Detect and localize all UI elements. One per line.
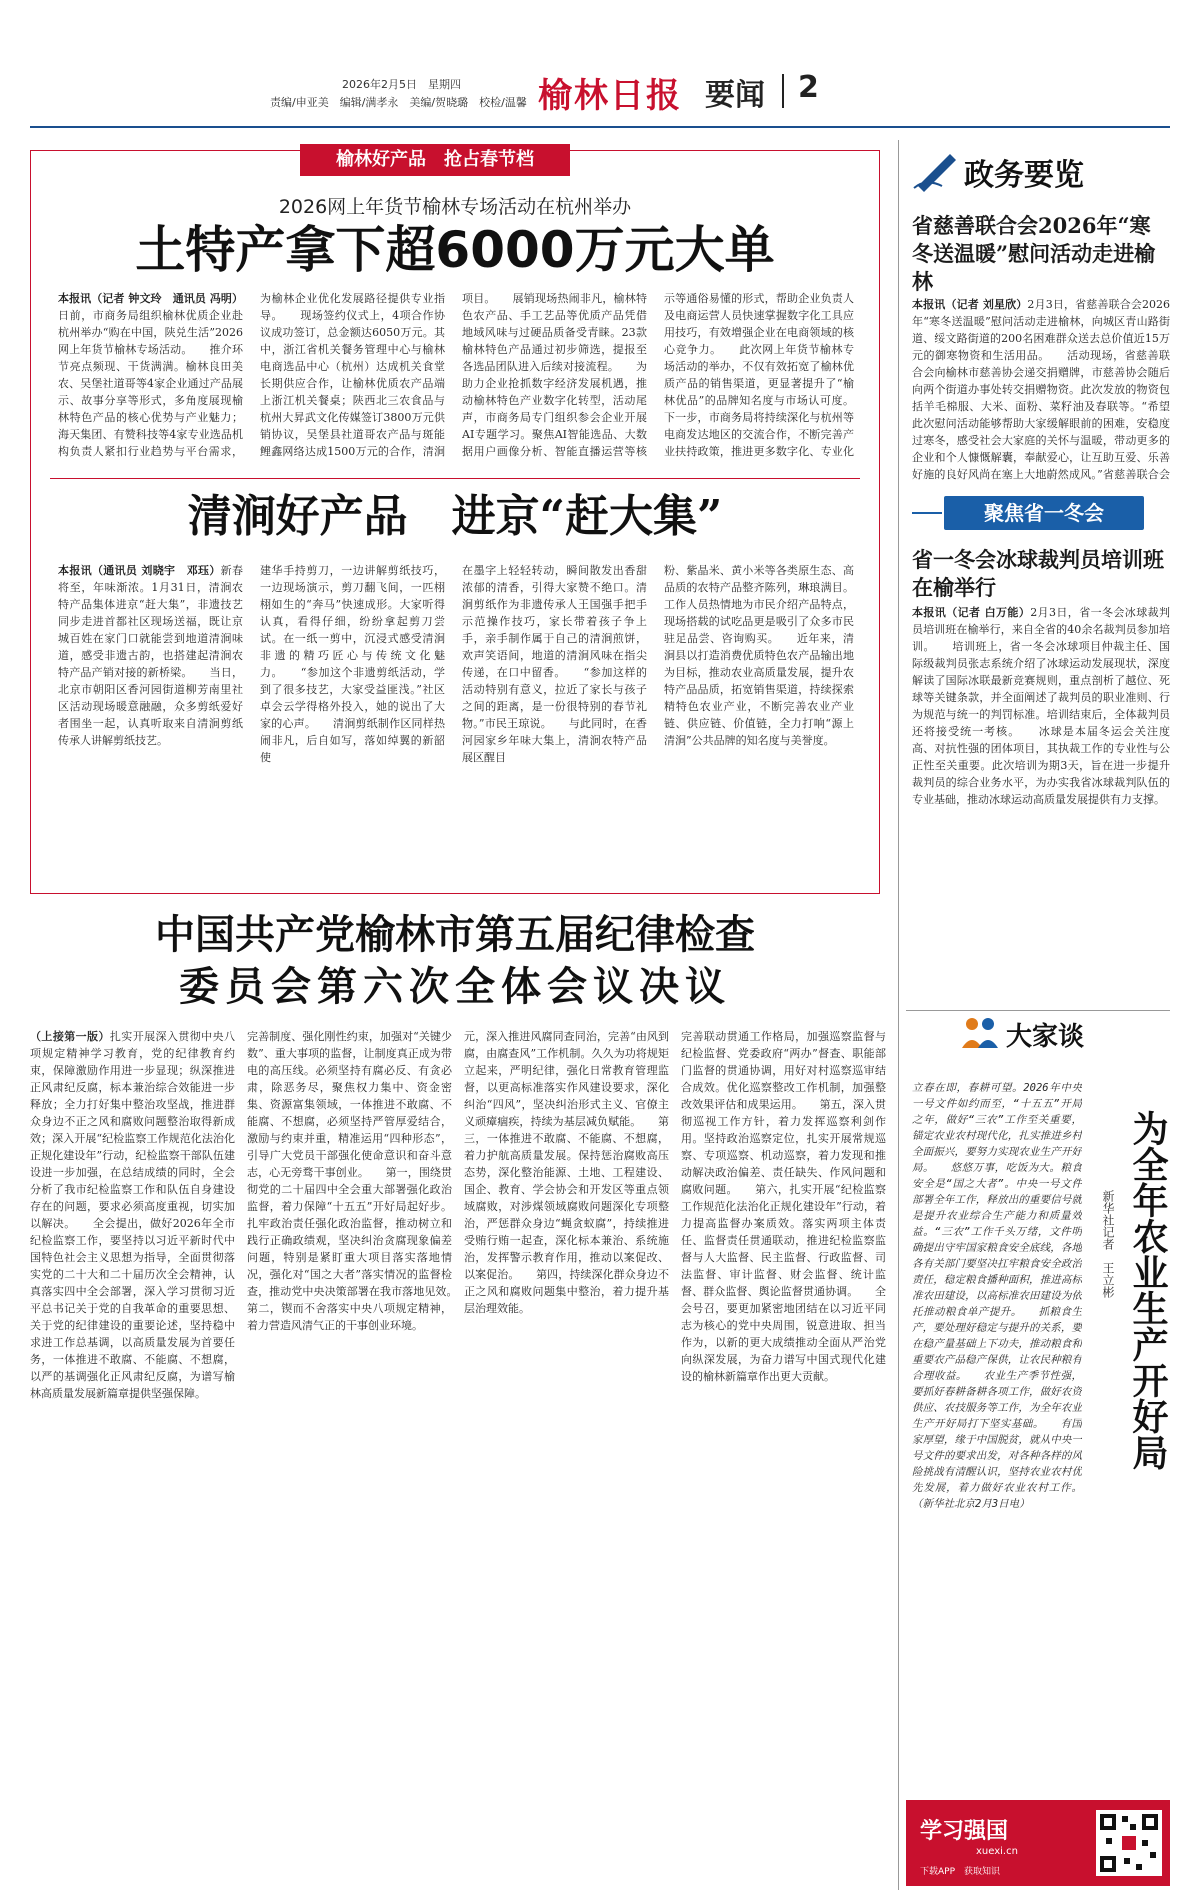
third-text-1: 扎实开展深入贯彻中央八项规定精神学习教育，党的纪律教育约束，保障激励作用进一步显现；纵深推进正风肃纪反腐，标本兼治综合效能进一步释放；全力打好集中整治攻坚战，推进群众身边不正之风和腐败问题整治取得新成效；深入开展“纪检监察工作规范化法治化正规化建设年”行动，纪检监察干部队伍建设进一步加强，在总结成绩的同时，全会分析了我市纪检监察工作和队伍自身建设存在的问题，要求必须高度重视，切实加以解决。 全会提出，做好2026年全市纪检监察工作，要坚持以习近平新时代中国特色社会主义思想为指导，全面贯彻落实党的二十大和二十届历次全会精神，认真落实四中全会部署，深入学习贯彻习近平总书记关于党的自我革命的重要思想、关于党的纪律建设的重要论述，坚持稳中求进工作总基调，以高质量发展为首要任务，一体推进不敢腐、不能腐、不想腐，以严的基调强化正风肃纪反腐，为谱写榆林高质量发展新篇章提供坚强保障。	[30, 1030, 235, 1400]
opinion-body	[912, 1080, 1082, 1860]
lead-text-2: 为榆林企业优化发展路径提供专业指导。 现场签约仪式上，4项合作协议成功签订，总金额达6050万元。其中，浙江省机关餐务管理中心与榆林电商选品中心（杭州）达成机关食堂长期供应合作，让榆林优质农产品端上浙江机关餐桌；陕西北三农食品与杭州大昇武文化传媒签订3800万元供销协议，吴堡县社道哥农产品与斑能鲤鑫网络达成1500万元的合作，清涧	[260, 292, 445, 458]
third-lead-in: （上接第一版）	[30, 1030, 110, 1043]
winter-headline: 省一冬会冰球裁判员培训班在榆举行	[912, 547, 1164, 600]
third-headline-line2: 委员会第六次全体会议决议	[179, 963, 731, 1010]
page-number: 2	[798, 70, 819, 105]
lead-column-4	[664, 290, 854, 462]
pen-icon	[912, 148, 960, 192]
opinion-label: 大家谈	[1006, 1022, 1085, 1052]
second-headline: 清涧好产品 进京“赶大集”	[187, 491, 723, 542]
xuexi-promo[interactable]	[906, 1800, 1170, 1886]
third-column-2	[247, 1028, 452, 1888]
lead-text-4: 示等通俗易懂的形式，帮助企业负责人及电商运营人员快速掌握数字化工具应用技巧，有效增强企业在电商领域的核心竞争力。 此次网上年货节榆林专场活动的举办，不仅有效拓宽了榆林优质产品的销售渠道，更显著提升了“榆林优品”的品牌知名度与市场认可度。下一步，市商务局将持续深化与杭州等电商发达地区的交流合作，不断完善产业扶持政策，推进更多数字化、专业化	[664, 292, 854, 458]
lead-byline: 本报讯	[58, 292, 92, 305]
second-column-2	[260, 562, 445, 882]
section-name: 要闻	[705, 78, 765, 113]
opinion-title: 为全年农业生产开好局	[1127, 1110, 1169, 1470]
politics-body	[912, 296, 1170, 484]
winter-text: 2月3日，省一冬会冰球裁判员培训班在榆举行，来自全省的40余名裁判员参加培训。 培训班上，省一冬会冰球项目仲裁主任、国际级裁判员张志系统介绍了冰球运动发展现状，深度解读了国际冰联最新竞赛规则，重点剖析了越位、死球等关键条款，并全面阐述了裁判员的职业准则、行为规范与统一的判罚标准。培训结束后，全体裁判员还将接受统一考核。 冰球是本届冬运会关注度高、对抗性强的团体项目，其执裁工作的专业性与公正性至关重要。此次培训为期3天，旨在进一步提升裁判员的综合业务水平，为办实我省冰球裁判队伍的专业基础，推动冰球运动高质量发展提供有力支撑。	[912, 606, 1170, 806]
masthead-divider	[782, 74, 784, 108]
second-column-3	[462, 562, 647, 882]
politics-label: 政务要览	[964, 158, 1084, 193]
lead-banner: 榆林好产品 抢占春节档	[300, 144, 570, 176]
second-text-3: 在墨字上轻轻转动，瞬间散发出香甜浓郁的清香，引得大家赞不绝口。清涧剪纸作为非遗传承人王国强手把手示范操作技巧，家长带着孩子争上手，亲手制作属于自己的清涧煎饼，欢声笑语间，地道的清涧风味在指尖传递，在口中留香。 “参加这样的活动特别有意义，拉近了家长与孩子之间的距离，是一份很特别的春节礼物。”市民王琼说。 与此同时，在香河园家乡年味大集上，清涧农特产品展区醒目	[462, 564, 647, 764]
sidebar-divider	[898, 140, 899, 1890]
second-byline-detail: （通讯员 刘晓宇 邓珏）	[91, 564, 221, 577]
winter-label-rule	[912, 512, 942, 514]
promo-brand: 学习强国	[920, 1818, 1009, 1844]
second-byline: 本报讯	[58, 564, 92, 577]
politics-headline: 省慈善联合会2026年“寒冬送温暖”慰问活动走进榆林	[912, 213, 1156, 294]
second-column-4	[664, 562, 854, 882]
politics-byline: 本报讯	[912, 298, 946, 311]
winter-byline-detail: （记者 白万能）	[946, 606, 1031, 619]
second-text-2: 建华手持剪刀，一边讲解剪纸技巧，一边现场演示，剪刀翻飞间，一匹栩栩如生的“奔马”快速成形。大家听得认真，看得仔细，纷纷拿起剪刀尝试。在一纸一剪中，沉浸式感受清涧非遗的精巧匠心与传统文化魅力。 “参加这个非遗剪纸活动，学到了很多技艺，大家受益匪浅。”社区卓会云学得格外投入，她的说出了大家的心声。 清涧剪纸制作区同样热闹非凡，后自如写，落如绰翼的新韶使	[260, 564, 445, 764]
politics-section-header	[912, 146, 1170, 196]
lead-column-1	[58, 290, 243, 462]
promo-site: xuexi.cn	[976, 1846, 1018, 1857]
opinion-header	[960, 1012, 1140, 1052]
third-text-3: 元，深入推进风腐同查同治，完善“由风到腐，由腐查风”工作机制。久久为功将规矩立起来，严明纪律，强化日常教育管理监督，以更高标准落实作风建设要求，深化纠治“四风”，坚决纠治形式主义、官僚主义顽瘴痼疾，持续为基层减负赋能。 第三，一体推进不敢腐、不能腐、不想腐，着力护航高质量发展。保持惩治腐败高压态势，深化整治能源、土地、工程建设、国企、教育、学会协会和开发区等重点领域腐败，对涉煤领域腐败问题深化专项整治，严惩群众身边“蝇贪蚁腐”，持续推进受贿行贿一起查，深化标本兼治、系统施治，发挥警示教育作用，推动以案促改、以案促治。 第四，持续深化群众身边不正之风和腐败问题集中整治，着力提升基层治理效能。	[464, 1030, 669, 1315]
masthead-rule	[30, 126, 1170, 128]
lead-text-1: 日前，市商务局组织榆林优质企业赴杭州举办“购在中国，陕兑生活”2026网上年货节榆林专场活动。 推介环节亮点频现、干货满满。榆林良田美农、吴堡社道哥等4家企业通过产品展示、故事分享等形式，多角度展现榆林特色产品的核心优势与产业魅力；海天集团、有赞科技等4家专业选品机构负责人紧扣行业趋势与平台需求，	[58, 309, 243, 458]
qr-code-icon	[1096, 1810, 1162, 1876]
second-column-1	[58, 562, 243, 882]
promo-caption: 下载APP 获取知识	[920, 1867, 1001, 1877]
lead-column-3	[462, 290, 647, 462]
winter-byline: 本报讯	[912, 606, 947, 619]
third-headline-line1: 中国共产党榆林市第五届纪律检查	[155, 911, 755, 958]
lead-text-3: 项目。 展销现场热闹非凡，榆林特色农产品、手工艺品等优质产品凭借地域风味与过硬品质备受青睐。23款榆林特色产品通过初步筛选，提报至各选品团队进入后续对接流程。 为助力企业抢抓数字经济发展机遇，推动榆林特色产业数字化转型，活动尾声，市商务局专门组织参会企业开展AI专题学习。聚焦AI智能选品、大数据用户画像分析、智能直播运营等核	[462, 292, 647, 458]
third-text-4: 完善联动贯通工作格局，加强巡察监督与纪检监督、党委政府“两办”督查、职能部门监督的贯通协调，用好对村巡察巡审结合成效。优化巡察整改工作机制，加强整改效果评估和成果运用。 第五，深入贯彻巡视工作方针，着力发挥巡察利剑作用。坚持政治巡察定位，扎实开展常规巡察、专项巡察、机动巡察，着力发现和推动解决政治偏差、责任缺失、作风问题和腐败问题。 第六，扎实开展“纪检监察工作规范化法治化正规化建设年”行动，着力提高监督办案质效。落实两项主体责任、监督责任贯通联动，推进纪检监察监督与人大监督、民主监督、行政监督、司法监督、审计监督、财会监督、统计监督、群众监督、舆论监督贯通协调。 全会号召，要更加紧密地团结在以习近平同志为核心的党中央周围，锐意进取、担当作为，以新的更大成绩推动全面从严治党向纵深发展，为奋力谱写中国式现代化建设的榆林新篇章作出更大贡献。	[681, 1030, 886, 1383]
people-icon	[960, 1014, 1000, 1050]
lead-column-2	[260, 290, 445, 462]
winter-label: 聚焦省一冬会	[944, 496, 1144, 530]
story-divider	[50, 478, 860, 479]
masthead-date: 2026年2月5日 星期四	[342, 78, 461, 91]
winter-body	[912, 604, 1170, 894]
second-text-1: 新春将至，年味渐浓。1月31日，清涧农特产品集体进京“赶大集”，非遗技艺同步走进首都社区现场送福，既让京城百姓在家门口就能尝到地道清涧味道，感受非遗古韵，也搭建起清涧农特产品产销对接的新桥梁。 当日，北京市朝阳区香河园街道柳芳南里社区活动现场暖意融融，众多剪纸爱好者围坐一起，认真听取来自清涧剪纸传承人讲解剪纸技艺。	[58, 564, 243, 747]
opinion-text: 立春在即，春耕可望。2026年中央一号文件如约而至，“十五五”开局之年，做好“三农”工作至关重要，锚定农业农村现代化，扎实推进乡村全面振兴，要努力实现农业生产开好局。 悠悠万事，吃饭为大。粮食安全是“国之大者”。中央一号文件部署全年工作，释放出的重要信号就是提升农业综合生产能力和质量效益。“三农”工作千头万绪，文件明确提出守牢国家粮食安全底线，各地各有关部门要坚决扛牢粮食安全政治责任，稳定粮食播种面积，推进高标准农田建设，以高标准农田建设为依托推动粮食单产提升。 抓粮食生产，要处理好稳定与提升的关系，要在稳产量基础上下功夫，推动粮食和重要农产品稳产保供，让农民种粮有合理收益。 农业生产季节性强，要抓好春耕备耕各项工作，做好农资供应、农技服务等工作，为全年农业生产开好局打下坚实基础。 有国家厚望，缘于中国脱贫，就从中央一号文件的要求出发，对各种各样的风险挑战有清醒认识，坚持农业农村优先发展，着力做好农业农村工作。（新华社北京2月3日电）	[912, 1082, 1082, 1510]
politics-text: 2月3日，省慈善联合会2026年“寒冬送温暖”慰问活动走进榆林，向城区青山路街道、绥文路街道的200名困难群众送去总价值近15万元的御寒物资和生活用品。 活动现场，省慈善联合会向榆林市慈善协会递交捐赠牌，市慈善协会随后向两个街道办事处转交捐赠物资。此次发放的物资包括羊毛棉服、大米、面粉、菜籽油及春联等。“希望此次慰问活动能够帮助大家缓解眼前的困难，安稳度过寒冬，感受社会大家庭的关怀与温暖，带动更多的企业和个人慷慨解囊，奉献爱心，让互助互爱、乐善好施的良好风尚在塞上大地蔚然成风。”省慈善联合会	[912, 298, 1170, 481]
lead-headline: 土特产拿下超6000万元大单	[135, 221, 775, 279]
lead-byline-detail: （记者 钟文玲 通讯员 冯明）	[91, 292, 243, 305]
third-column-4	[681, 1028, 886, 1888]
lead-kicker: 2026网上年货节榆林专场活动在杭州举办	[278, 196, 632, 218]
third-column-1	[30, 1028, 235, 1888]
third-text-2: 完善制度、强化刚性约束，加强对“关键少数”、重大事项的监督，让制度真正成为带电的高压线。必须坚持有腐必反、有贪必肃，除恶务尽，聚焦权力集中、资金密集、资源富集领域，一体推进不敢腐、不能腐、不想腐，必须坚持严管厚爱结合，激励与约束并重，精准运用“四种形态”，引导广大党员干部强化使命意识和奋斗意志，心无旁骛干事创业。 第一，围绕贯彻党的二十届四中全会重大部署强化政治监督，着力保障“十五五”开好局起好步。扎牢政治责任强化政治监督，推动树立和践行正确政绩观，坚决纠治贪腐现象偏差问题，特别是紧盯重大项目落实落地情况，强化对“国之大者”落实情况的监督检查，推动党中央决策部署在我市落地见效。 第二，锲而不舍落实中央八项规定精神，着力营造风清气正的干事创业环境。	[247, 1030, 452, 1332]
second-text-4: 粉、紫晶米、黄小米等各类原生态、高品质的农特产品整齐陈列，琳琅满目。工作人员热情地为市民介绍产品特点，现场搭载的试吃品更是吸引了众多市民驻足品尝、咨询购买。 近年来，清涧县以打造消费优质特色农产品输出地为目标，推动农业高质量发展，提升农特产品品质，拓宽销售渠道，持续探索精特色农业产业，不断完善农业产业链、供应链、价值链，全力打响“源上清涧”公共品牌的知名度与美誉度。	[664, 564, 854, 747]
politics-byline-detail: （记者 刘星欣）	[945, 298, 1028, 311]
paper-name: 榆林日报	[538, 76, 682, 116]
masthead-staff: 责编/申亚美 编辑/满孝永 美编/贺晓璐 校检/温馨	[270, 96, 527, 109]
opinion-author: 新华社记者 王立彬	[1101, 1190, 1115, 1298]
third-column-3	[464, 1028, 669, 1888]
masthead	[30, 62, 1170, 124]
